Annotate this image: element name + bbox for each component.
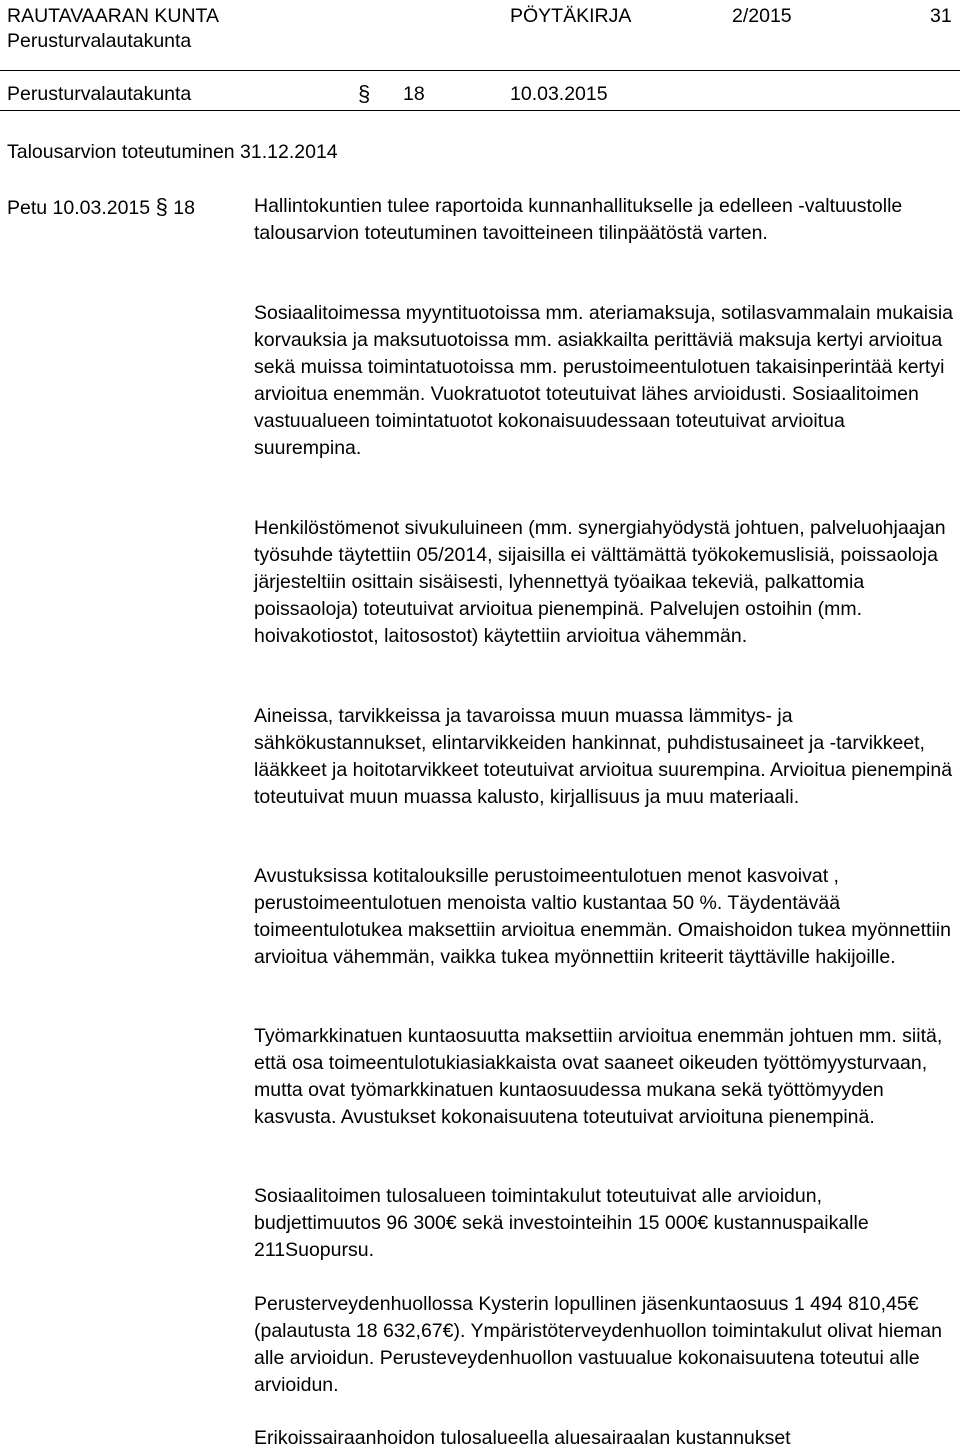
header-divider-bottom xyxy=(0,110,960,111)
section-symbol: § xyxy=(358,81,371,106)
paragraph-personnel-costs: Henkilöstömenot sivukuluineen (mm. synergiahyödystä johtuen, palveluohjaajan työsuhde täytettiin 05/2014, sijaisilla ei välttämättä työkokemuslisiä, poissaoloja järjesteltiin osittain sisäisesti, lyhennettyä työaikaa tekeviä, palkattomia poissaoloja) toteutuivat arvioitua pienempinä. Palvelujen ostoihin (mm. hoivakotiostot, laitosostot) käytettiin arvioitua vähemmän. xyxy=(254,517,946,647)
paragraph-labour-market-subsidy: Työmarkkinatuen kuntaosuutta maksettiin arvioitua enemmän johtuen mm. siitä, että osa toimeentulotukiasiakkaista ovat saaneet oikeuden työttömyysturvaan, mutta ovat työmarkkinatuen kuntaosuudessa mukana sekä työttömyyden kasvusta. Avustukset kokonaisuutena toteutuivat arvioituna pienempinä. xyxy=(254,1025,943,1128)
paragraph-social-income: Sosiaalitoimessa myyntituotoissa mm. ateriamaksuja, sotilasvammalain mukaisia korvauksia ja maksutuotoissa mm. asiakkailta perittäviä maksuja kertyi arvioitua sekä muissa toimintatuotoissa mm. perustoimeentulotuen takaisinperintää kertyi arvioitua enemmän. Vuokratuotot toteutuivat lähes arvioidusti. Sosiaalitoimen vastuualueen toimintatuotot kokonaisuudessaan toteutuivat arvioitua suurempina. xyxy=(254,302,954,459)
meeting-body: Perusturvalautakunta xyxy=(7,83,192,105)
paragraph-operating-costs: Sosiaalitoimen tulosalueen toimintakulut toteutuivat alle arvioidun, budjettimuutos 96 300€ sekä investointeihin 15 000€ kustannuspaikalle 211Suopursu. xyxy=(254,1185,869,1261)
meeting-date: 10.03.2015 xyxy=(510,83,608,105)
item-section-number: 18 xyxy=(173,197,195,219)
paragraph-specialized-care: Erikoissairaanhoidon tulosalueella aluesairaalan kustannukset xyxy=(254,1427,791,1449)
page-number: 31 xyxy=(930,5,952,27)
agenda-title: Talousarvion toteutuminen 31.12.2014 xyxy=(7,141,338,163)
paragraph-reporting: Hallintokuntien tulee raportoida kunnanhallitukselle ja edelleen -valtuustolle talousarvion toteutuminen tavoitteineen tilinpäätöstä varten. xyxy=(254,195,903,244)
paragraph-household-subsidies: Avustuksissa kotitalouksille perustoimeentulotuen menot kasvoivat , perustoimeentulotuen menoista valtio kustantaa 50 %. Täydentävää toimeentulotukea maksettiin arvioitua enemmän. Omaishoidon tukea myönnettiin arvioitua vähemmän, vaikka tukea myönnettiin kriteerit täyttäville hakijoille. xyxy=(254,865,951,968)
document-number: 2/2015 xyxy=(732,5,792,27)
header-divider-top xyxy=(0,70,960,71)
paragraph-primary-healthcare: Perusterveydenhuollossa Kysterin lopullinen jäsenkuntaosuus 1 494 810,45€ (palautusta 18 632,67€). Ympäristöterveydenhuollon toimintakulut olivat hieman alle arvioidun. Perusteveydenhuollon vastuualue kokonaisuutena toteutui alle arvioidun. xyxy=(254,1293,942,1396)
municipality-name: RAUTAVAARAN KUNTA xyxy=(7,5,219,27)
document-type: PÖYTÄKIRJA xyxy=(510,5,632,27)
meeting-section-number: 18 xyxy=(403,83,425,105)
item-reference-label: Petu 10.03.2015 xyxy=(7,197,151,219)
item-section-symbol: § xyxy=(155,194,168,219)
paragraph-materials: Aineissa, tarvikkeissa ja tavaroissa muun muassa lämmitys- ja sähkökustannukset, elintarvikkeiden hankinnat, puhdistusaineet ja -tarvikkeet, lääkkeet ja hoitotarvikkeet toteutuivat arvioitua suurempina. Arvioitua pienempinä toteutuivat muun muassa kalusto, kirjallisuus ja muu materiaali. xyxy=(254,705,953,808)
item-reference xyxy=(7,193,195,222)
committee-name: Perusturvalautakunta xyxy=(7,30,192,52)
